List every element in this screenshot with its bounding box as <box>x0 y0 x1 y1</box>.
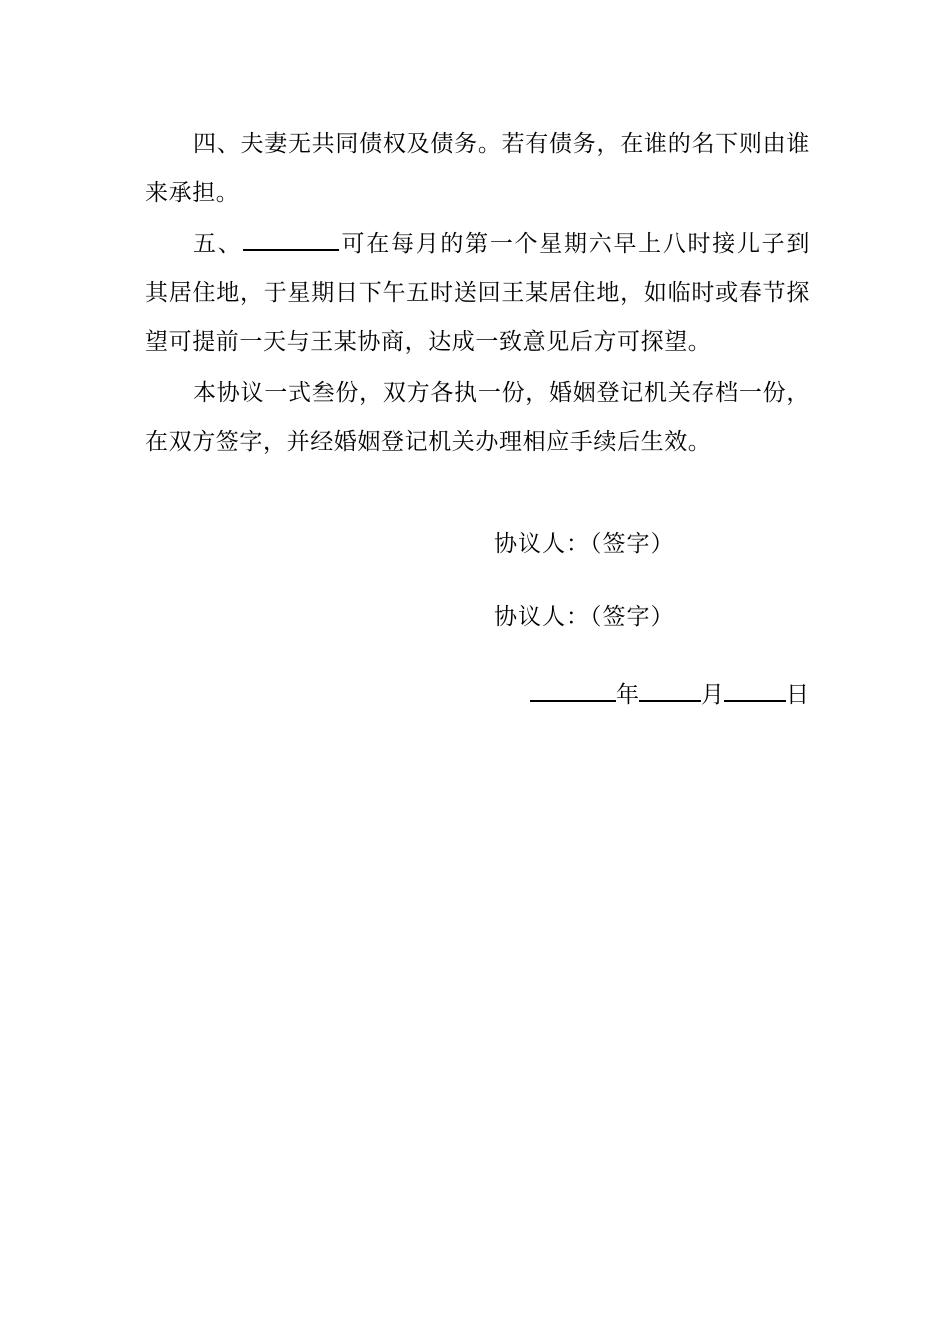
year-label: 年 <box>616 682 639 708</box>
signature-note: （签字） <box>590 604 675 630</box>
clause-five-text: 可在每月的第一个星期六早上八时接儿子到其居住地，于星期日下午五时送回王某居住地，如临时或春节探望可提前一天与王某协商，达成一致意见后方可探望。 <box>145 231 811 355</box>
signature-line-1 <box>494 525 675 558</box>
closing-clause: 本协议一式叁份，双方各执一份，婚姻登记机关存档一份，在双方签字，并经婚姻登记机关办理相应手续后生效。 <box>145 380 810 455</box>
name-blank <box>243 228 339 251</box>
year-blank <box>530 679 616 702</box>
day-label: 日 <box>786 682 809 708</box>
signature-line-2 <box>494 598 675 631</box>
clause-four: 四、夫妻无共同债权及债务。若有债务，在谁的名下则由谁来承担。 <box>145 131 810 206</box>
date-line <box>530 676 809 709</box>
agreement-body <box>145 120 810 469</box>
signature-note: （签字） <box>590 531 675 557</box>
day-blank <box>724 679 786 702</box>
clause-five <box>145 220 810 367</box>
signatory-label: 协议人： <box>494 531 590 557</box>
clause-five-number: 五、 <box>193 231 243 257</box>
month-blank <box>639 679 701 702</box>
month-label: 月 <box>701 682 724 708</box>
signatory-label: 协议人： <box>494 604 590 630</box>
